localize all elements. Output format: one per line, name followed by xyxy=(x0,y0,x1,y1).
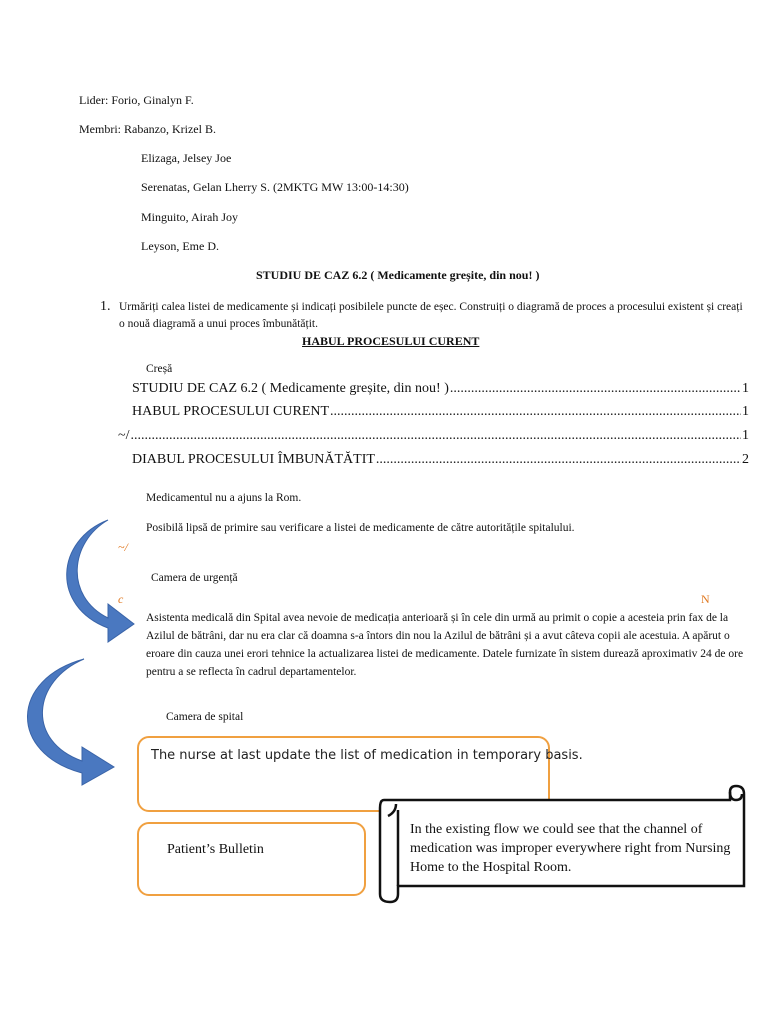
c-mark: c xyxy=(118,592,124,606)
emergency-text: Asistenta medicală din Spital avea nevoie de medicația anterioară și în cele din urmă au primit o copie a acesteia prin fax de la Azilul de bătrâni, dar nu era clar că doamna s-a întors din nou la Azilul de bătrâni și a avut câteva copii ale acestuia. A apărut o eroare din cauza unei erori tehnice la actualizarea listei de medicamente. Datele furnizate în sistem durează aproximativ 24 de ore pentru a se reflecta în cadrul departamentelor. xyxy=(146,612,744,678)
tilde-mark: ~/ xyxy=(118,540,128,554)
toc-entry[interactable] xyxy=(132,452,749,468)
toc-label: DIABUL PROCESULUI ÎMBUNĂTĂTIT xyxy=(132,452,375,467)
toc-page: 1 xyxy=(742,381,749,396)
toc-label: STUDIU DE CAZ 6.2 ( Medicamente greșite, din nou! ) xyxy=(132,381,449,396)
curved-arrow-icon xyxy=(18,657,128,787)
step-possible-failure: Posibilă lipsă de primire sau verificare a listei de medicamente de către autoritățile spitalului. xyxy=(146,522,575,534)
toc-dots xyxy=(376,452,741,468)
toc-dots xyxy=(330,404,741,420)
toc-dots xyxy=(450,381,741,397)
curved-arrow-icon xyxy=(64,518,154,644)
question-number: 1. xyxy=(100,299,111,314)
member-item: Minguito, Airah Joy xyxy=(141,210,239,224)
patient-bulletin-text: Patient’s Bulletin xyxy=(167,842,264,857)
cresa-label: Creșă xyxy=(146,363,173,375)
hospital-label: Camera de spital xyxy=(166,711,244,723)
toc-label: ~/ xyxy=(118,428,130,443)
toc-page: 1 xyxy=(742,428,749,443)
nurse-update-text: The nurse at last update the list of medication in temporary basis. xyxy=(151,748,583,763)
emergency-label: Camera de urgență xyxy=(151,572,238,584)
n-mark: N xyxy=(701,592,710,606)
step-medication-missing: Medicamentul nu a ajuns la Rom. xyxy=(146,492,302,504)
toc-dots xyxy=(130,428,741,444)
question-text: Urmăriți calea listei de medicamente și indicați posibilele puncte de eșec. Construiți o diagramă de proces a procesului existent și creați o nouă diagramă a unui proces îmbunătățit. xyxy=(119,301,743,330)
toc-entry[interactable] xyxy=(132,381,749,397)
toc-entry[interactable] xyxy=(132,404,749,420)
member-item: Leyson, Eme D. xyxy=(141,239,219,253)
patient-bulletin-box xyxy=(137,822,366,896)
toc-page: 2 xyxy=(742,452,749,467)
toc-entry[interactable] xyxy=(118,428,749,444)
scroll-callout-text: In the existing flow we could see that the channel of medication was improper everywhere right from Nursing Home to the Hospital Room. xyxy=(410,822,731,875)
toc-label: HABUL PROCESULUI CURENT xyxy=(132,404,330,419)
case-title: STUDIU DE CAZ 6.2 ( Medicamente greșite, din nou! ) xyxy=(256,268,540,282)
member-item: Serenatas, Gelan Lherry S. (2MKTG MW 13:00-14:30) xyxy=(141,180,409,194)
members-line: Membri: Rabanzo, Krizel B. xyxy=(79,122,216,136)
member-item: Elizaga, Jelsey Joe xyxy=(141,151,232,165)
process-heading: HABUL PROCESULUI CURENT xyxy=(302,334,480,348)
leader-line: Lider: Forio, Ginalyn F. xyxy=(79,93,194,107)
toc-page: 1 xyxy=(742,404,749,419)
